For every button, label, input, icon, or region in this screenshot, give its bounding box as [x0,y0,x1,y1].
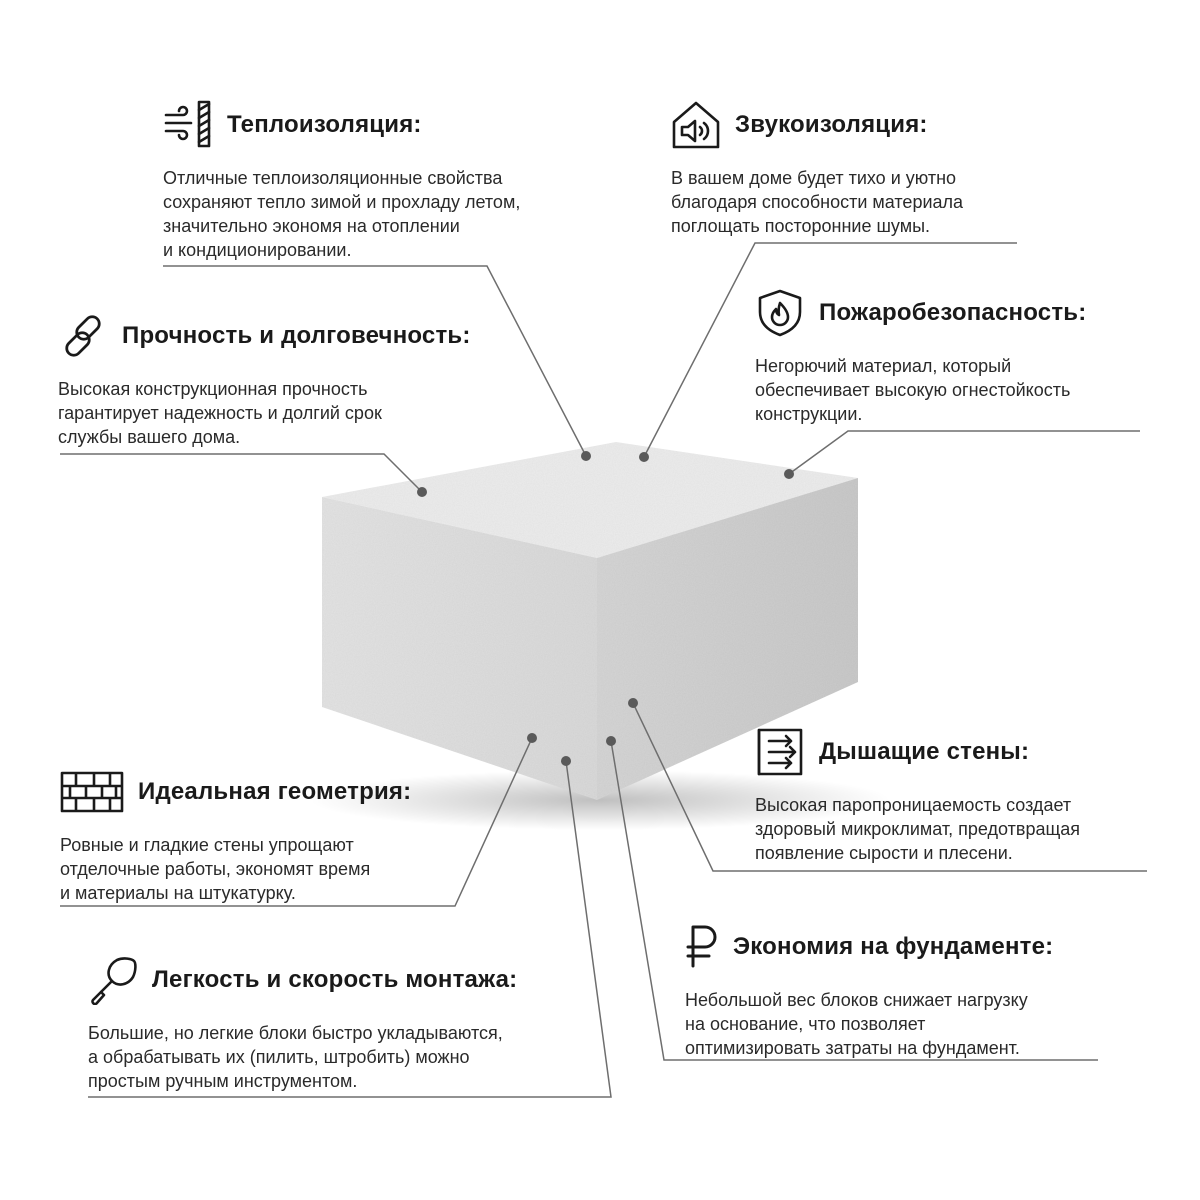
feature-description: Ровные и гладкие стены упрощают отделочные работы, экономят время и материалы на штукатурку. [60,835,371,903]
marker-dot-installation [561,756,571,766]
feature-title: Теплоизоляция: [227,111,422,138]
feature-title: Дышащие стены: [819,738,1030,765]
marker-dot-breathing [628,698,638,708]
shield-fire-icon [755,288,805,338]
leader-line-strength [60,454,422,492]
marker-dot-thermal [581,451,591,461]
marker-dot-geometry [527,733,537,743]
feature-breathing-walls [755,727,1080,865]
feature-title: Пожаробезопасность: [819,299,1087,326]
chain-link-icon [58,311,108,361]
wind-wall-icon [163,100,213,150]
feature-description: Негорючий материал, который обеспечивает высокую огнестойкость конструкции. [755,356,1071,424]
feature-title: Звукоизоляция: [735,111,928,138]
brick-wall-icon [60,767,124,817]
feature-sound-insulation [671,100,963,238]
feature-foundation-savings [685,922,1053,1060]
feature-fire-safety [755,288,1086,426]
marker-dot-fire [784,469,794,479]
leader-line-fire [789,431,1140,474]
marker-dot-strength [417,487,427,497]
feature-description: Большие, но легкие блоки быстро укладываются, а обрабатывать их (пилить, штробить) можно простым ручным инструментом. [88,1023,503,1091]
feature-description: Высокая конструкционная прочность гарантирует надежность и долгий срок службы вашего дома. [58,379,382,447]
feature-description: Высокая паропроницаемость создает здоровый микроклимат, предотвращая появление сырости и плесени. [755,795,1081,863]
marker-dot-sound [639,452,649,462]
wall-arrows-icon [755,727,805,777]
feature-description: В вашем доме будет тихо и уютно благодаря способности материала поглощать посторонние шумы. [671,168,964,236]
feature-description: Отличные теплоизоляционные свойства сохраняют тепло зимой и прохладу летом, значительно экономя на отоплении и кондиционировании. [163,168,521,260]
feature-title: Легкость и скорость монтажа: [152,966,518,993]
marker-dot-foundation [606,736,616,746]
ruble-icon [685,922,719,972]
feature-easy-installation [88,955,517,1093]
feature-description: Небольшой вес блоков снижает нагрузку на основание, что позволяет оптимизировать затраты на фундамент. [685,990,1028,1058]
feature-title: Идеальная геометрия: [138,778,412,805]
trowel-icon [88,955,138,1005]
feature-thermal-insulation [163,100,520,262]
feature-title: Прочность и долговечность: [122,322,471,349]
house-speaker-icon [671,100,721,150]
feature-perfect-geometry [60,767,411,905]
feature-title: Экономия на фундаменте: [733,933,1054,960]
feature-strength [58,311,471,449]
